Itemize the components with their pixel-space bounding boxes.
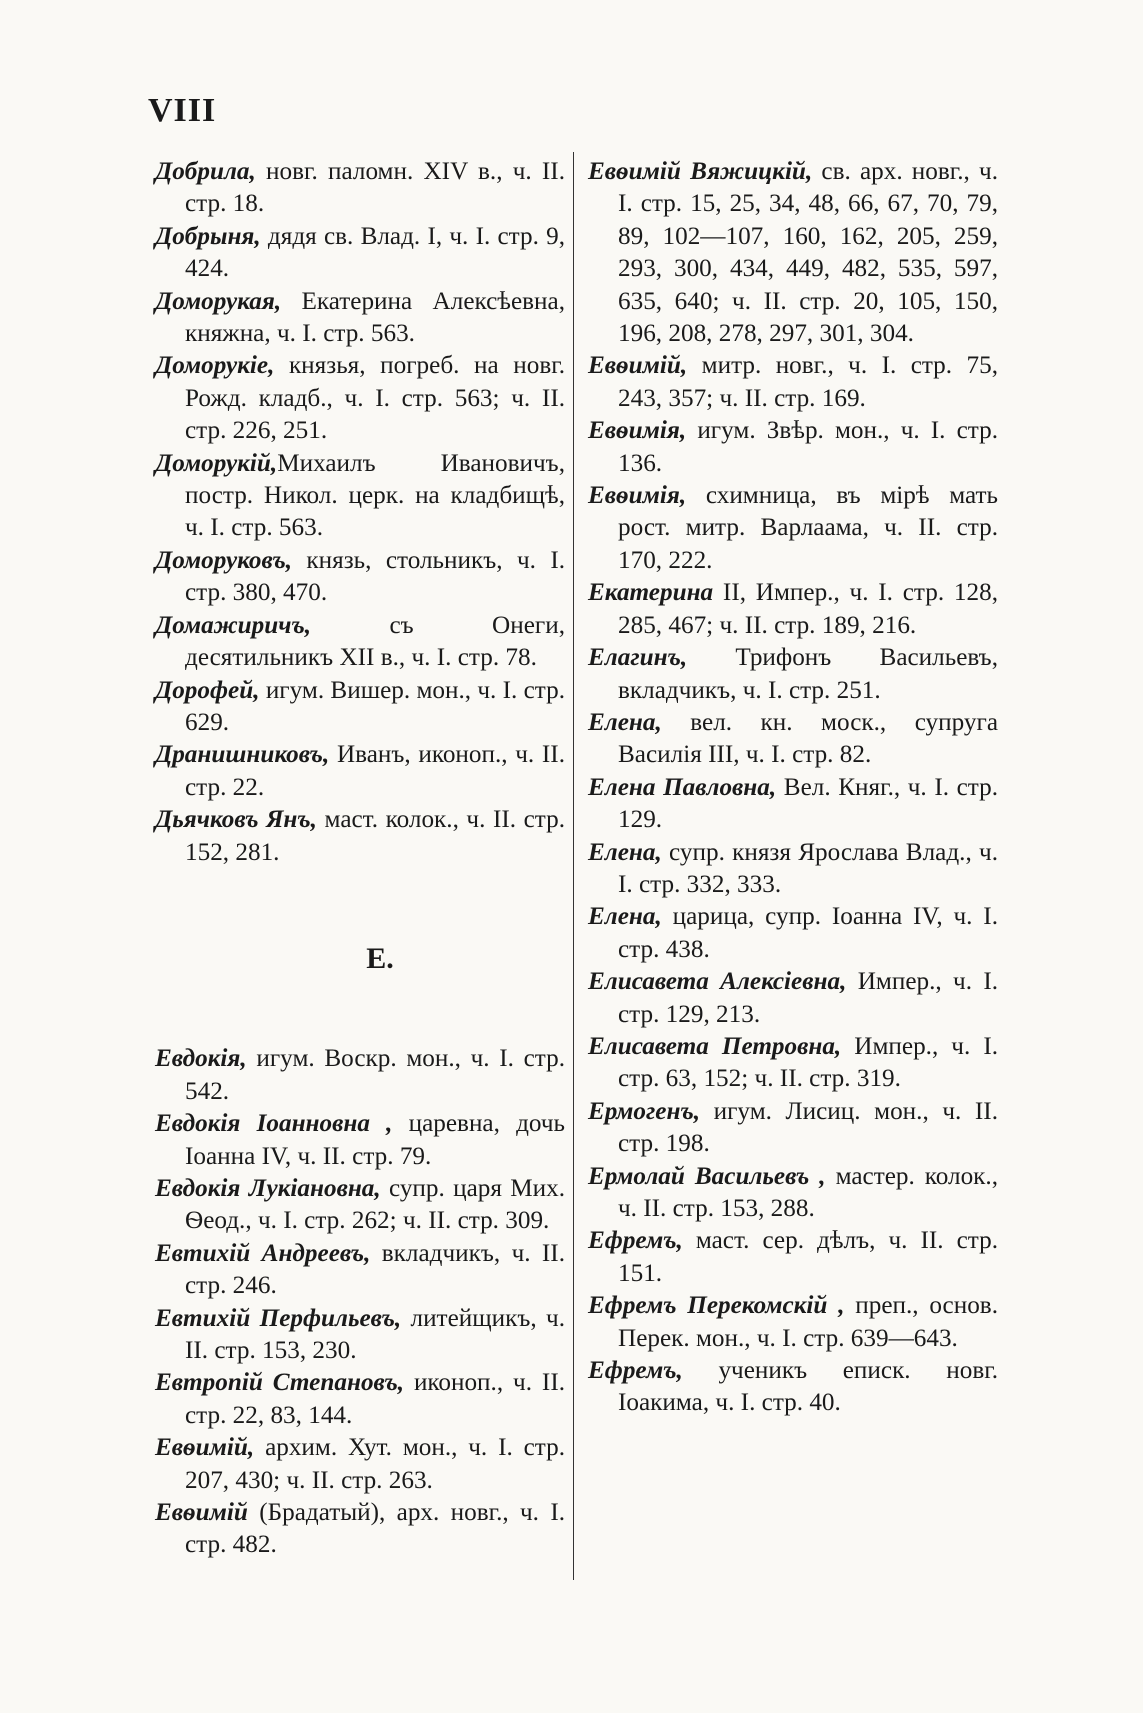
page-number: VIII	[148, 92, 217, 129]
entry-text: Михаилъ Ивановичъ, постр. Никол. церк. на кладбищѣ, ч. I. стр. 563.	[185, 449, 565, 542]
entry-text: игум. Вишер. мон., ч. I. стр. 629.	[185, 676, 565, 736]
index-entry	[155, 448, 565, 545]
entry-head: Ефремъ Перекомскій ,	[588, 1292, 845, 1320]
entry-text: II, Импер., ч. I. стр. 128, 285, 467; ч. II. стр. 189, 216.	[618, 579, 998, 639]
entry-head: Ефремъ,	[588, 1227, 683, 1255]
entry-head: Добрила,	[155, 158, 256, 185]
entry-head: Екатерина	[588, 579, 714, 607]
section-letter	[155, 943, 565, 975]
entry-head: Ефремъ,	[588, 1357, 683, 1385]
index-entry	[588, 350, 998, 415]
entry-text: новг. паломн. XIV в., ч. II. стр. 18.	[185, 158, 565, 218]
entry-head: Доморукій,	[155, 449, 278, 477]
index-entry	[155, 675, 565, 740]
index-entry	[155, 739, 565, 804]
entry-text: митр. новг., ч. I. стр. 75, 243, 357; ч. II. стр. 169.	[618, 352, 998, 412]
index-entry	[588, 837, 998, 902]
index-entry	[588, 1161, 998, 1226]
entry-head: Доморукіе,	[155, 352, 275, 380]
entry-text: маст. сер. дѣлъ, ч. II. стр. 151.	[618, 1227, 998, 1287]
entry-text: вел. кн. моск., супруга Василія III, ч. I. стр. 82.	[618, 708, 998, 769]
index-entry	[588, 642, 998, 707]
entry-text: Вел. Княг., ч. I. стр. 129.	[618, 773, 998, 834]
entry-text: ученикъ еписк. новг. Іоакима, ч. I. стр. 40.	[618, 1357, 998, 1417]
entry-text: царица, супр. Іоанна IV, ч. I. стр. 438.	[618, 903, 998, 963]
entry-head: Елисавета Алексіевна,	[588, 968, 847, 996]
index-entry	[588, 1355, 998, 1420]
entry-head: Евдокія Лукіановна,	[155, 1174, 381, 1202]
entry-text: игум. Воскр. мон., ч. I. стр. 542.	[185, 1045, 565, 1105]
index-entry	[155, 221, 565, 286]
entry-text: супр. царя Мих. Ѳеод., ч. I. стр. 262; ч. II. стр. 309.	[185, 1174, 565, 1235]
column-divider	[573, 152, 574, 1580]
index-entry	[588, 577, 998, 642]
entry-text: князья, погреб. на новг. Рожд. кладб., ч. I. стр. 563; ч. II. стр. 226, 251.	[185, 352, 565, 445]
entry-head: Евѳимій,	[588, 352, 688, 380]
entry-head: Доморукая,	[155, 287, 282, 315]
index-entry	[588, 156, 998, 350]
entry-text: царевна, дочь Іоанна IV, ч. II. стр. 79.	[185, 1110, 565, 1170]
index-entry	[588, 901, 998, 966]
index-entry	[588, 415, 998, 480]
entry-head: Ермогенъ,	[588, 1097, 701, 1125]
entry-head: Ермолай Васильевъ ,	[588, 1162, 826, 1190]
entry-text: архим. Хут. мон., ч. I. стр. 207, 430; ч. II. стр. 263.	[185, 1434, 565, 1494]
entry-text: мастер. колок., ч. II. стр. 153, 288.	[618, 1162, 998, 1222]
index-entry	[155, 1173, 565, 1238]
entry-head: Елагинъ,	[588, 644, 688, 672]
entry-head: Елисавета Петровна,	[588, 1032, 842, 1060]
entry-text: св. арх. новг., ч. I. стр. 15, 25, 34, 48, 66, 67, 70, 79, 89, 102—107, 160, 162, 205, 259, 293, 300, 434, 449, 482, 535, 597, 635, 640; ч. II. стр. 20, 105, 150, 196, 208, 278, 297, 301, 304.	[618, 158, 998, 348]
index-entry	[588, 707, 998, 772]
entry-head: Дьячковъ Янъ,	[155, 806, 317, 834]
index-entry	[588, 1225, 998, 1290]
index-entry	[155, 1497, 565, 1562]
index-entry	[155, 1303, 565, 1368]
entry-head: Дранишниковъ,	[155, 741, 330, 769]
entry-head: Дорофей,	[155, 676, 260, 704]
entry-head: Евѳимія,	[588, 417, 687, 445]
entry-head: Евѳимія,	[588, 482, 687, 510]
entry-head: Елена,	[588, 708, 662, 736]
entry-text: иконоп., ч. II. стр. 22, 83, 144.	[185, 1369, 565, 1429]
left-column	[155, 156, 565, 1562]
index-entry	[155, 610, 565, 675]
index-entry	[155, 1108, 565, 1173]
index-entry	[588, 966, 998, 1031]
entry-text: Импер., ч. I. стр. 129, 213.	[618, 968, 999, 1028]
entry-text: Екатерина Алексѣевна, княжна, ч. I. стр. 563.	[185, 287, 565, 348]
entry-head: Доморуковъ,	[155, 546, 293, 574]
entry-text: преп., основ. Перек. мон., ч. I. стр. 639—643.	[618, 1292, 998, 1352]
index-entry	[155, 1432, 565, 1497]
index-entry	[155, 1367, 565, 1432]
entry-head: Евдокія,	[155, 1045, 247, 1073]
index-entry	[155, 350, 565, 447]
entry-head: Евтихій Перфильевъ,	[155, 1304, 402, 1332]
entry-text: съ Онеги, десятильникъ XII в., ч. I. стр. 78.	[185, 611, 565, 672]
index-entry	[155, 1043, 565, 1108]
section-letter-text: Е.	[366, 941, 394, 975]
entry-head: Добрыня,	[155, 222, 261, 250]
entry-text: литейщикъ, ч. II. стр. 153, 230.	[185, 1304, 565, 1364]
index-entry	[588, 1096, 998, 1161]
entry-text: Иванъ, иконоп., ч. II. стр. 22.	[185, 741, 565, 801]
index-entry	[588, 772, 998, 837]
entry-head: Елена,	[588, 838, 662, 866]
entry-head: Евѳимій	[155, 1499, 248, 1527]
entry-head: Евдокія Іоанновна ,	[155, 1110, 393, 1138]
entry-text: схимница, въ мірѣ мать рост. митр. Варлаама, ч. II. стр. 170, 222.	[618, 482, 998, 574]
entry-head: Евѳимій Вяжицкій,	[588, 158, 813, 185]
entry-text: игум. Звѣр. мон., ч. I. стр. 136.	[618, 417, 998, 477]
entry-head: Елена Павловна,	[588, 773, 777, 801]
entry-head: Евѳимій,	[155, 1434, 255, 1462]
entry-text: Трифонъ Васильевъ, вкладчикъ, ч. I. стр. 251.	[618, 644, 998, 704]
entry-text: (Брадатый), арх. новг., ч. I. стр. 482.	[185, 1499, 565, 1559]
index-entry	[588, 480, 998, 577]
entry-head: Евтропій Степановъ,	[155, 1369, 405, 1397]
entry-text: игум. Лисиц. мон., ч. II. стр. 198.	[618, 1097, 998, 1158]
index-entry	[155, 156, 565, 221]
entry-head: Домажиричъ,	[155, 611, 312, 639]
entry-text: вкладчикъ, ч. II. стр. 246.	[185, 1239, 565, 1300]
entry-text: дядя св. Влад. I, ч. I. стр. 9, 424.	[185, 222, 565, 283]
index-entry	[155, 1238, 565, 1303]
right-column	[588, 156, 998, 1420]
entry-text: Импер., ч. I. стр. 63, 152; ч. II. стр. 319.	[618, 1032, 998, 1093]
index-entry	[155, 286, 565, 351]
entry-head: Елена,	[588, 903, 662, 931]
entry-head: Евтихій Андреевъ,	[155, 1239, 371, 1267]
entry-text: супр. князя Ярослава Влад., ч. I. стр. 332, 333.	[618, 838, 998, 898]
index-entry	[588, 1031, 998, 1096]
index-entry	[588, 1290, 998, 1355]
index-entry	[155, 545, 565, 610]
entry-text: маст. колок., ч. II. стр. 152, 281.	[185, 806, 565, 866]
entry-text: князь, стольникъ, ч. I. стр. 380, 470.	[185, 546, 565, 607]
index-entry	[155, 804, 565, 869]
